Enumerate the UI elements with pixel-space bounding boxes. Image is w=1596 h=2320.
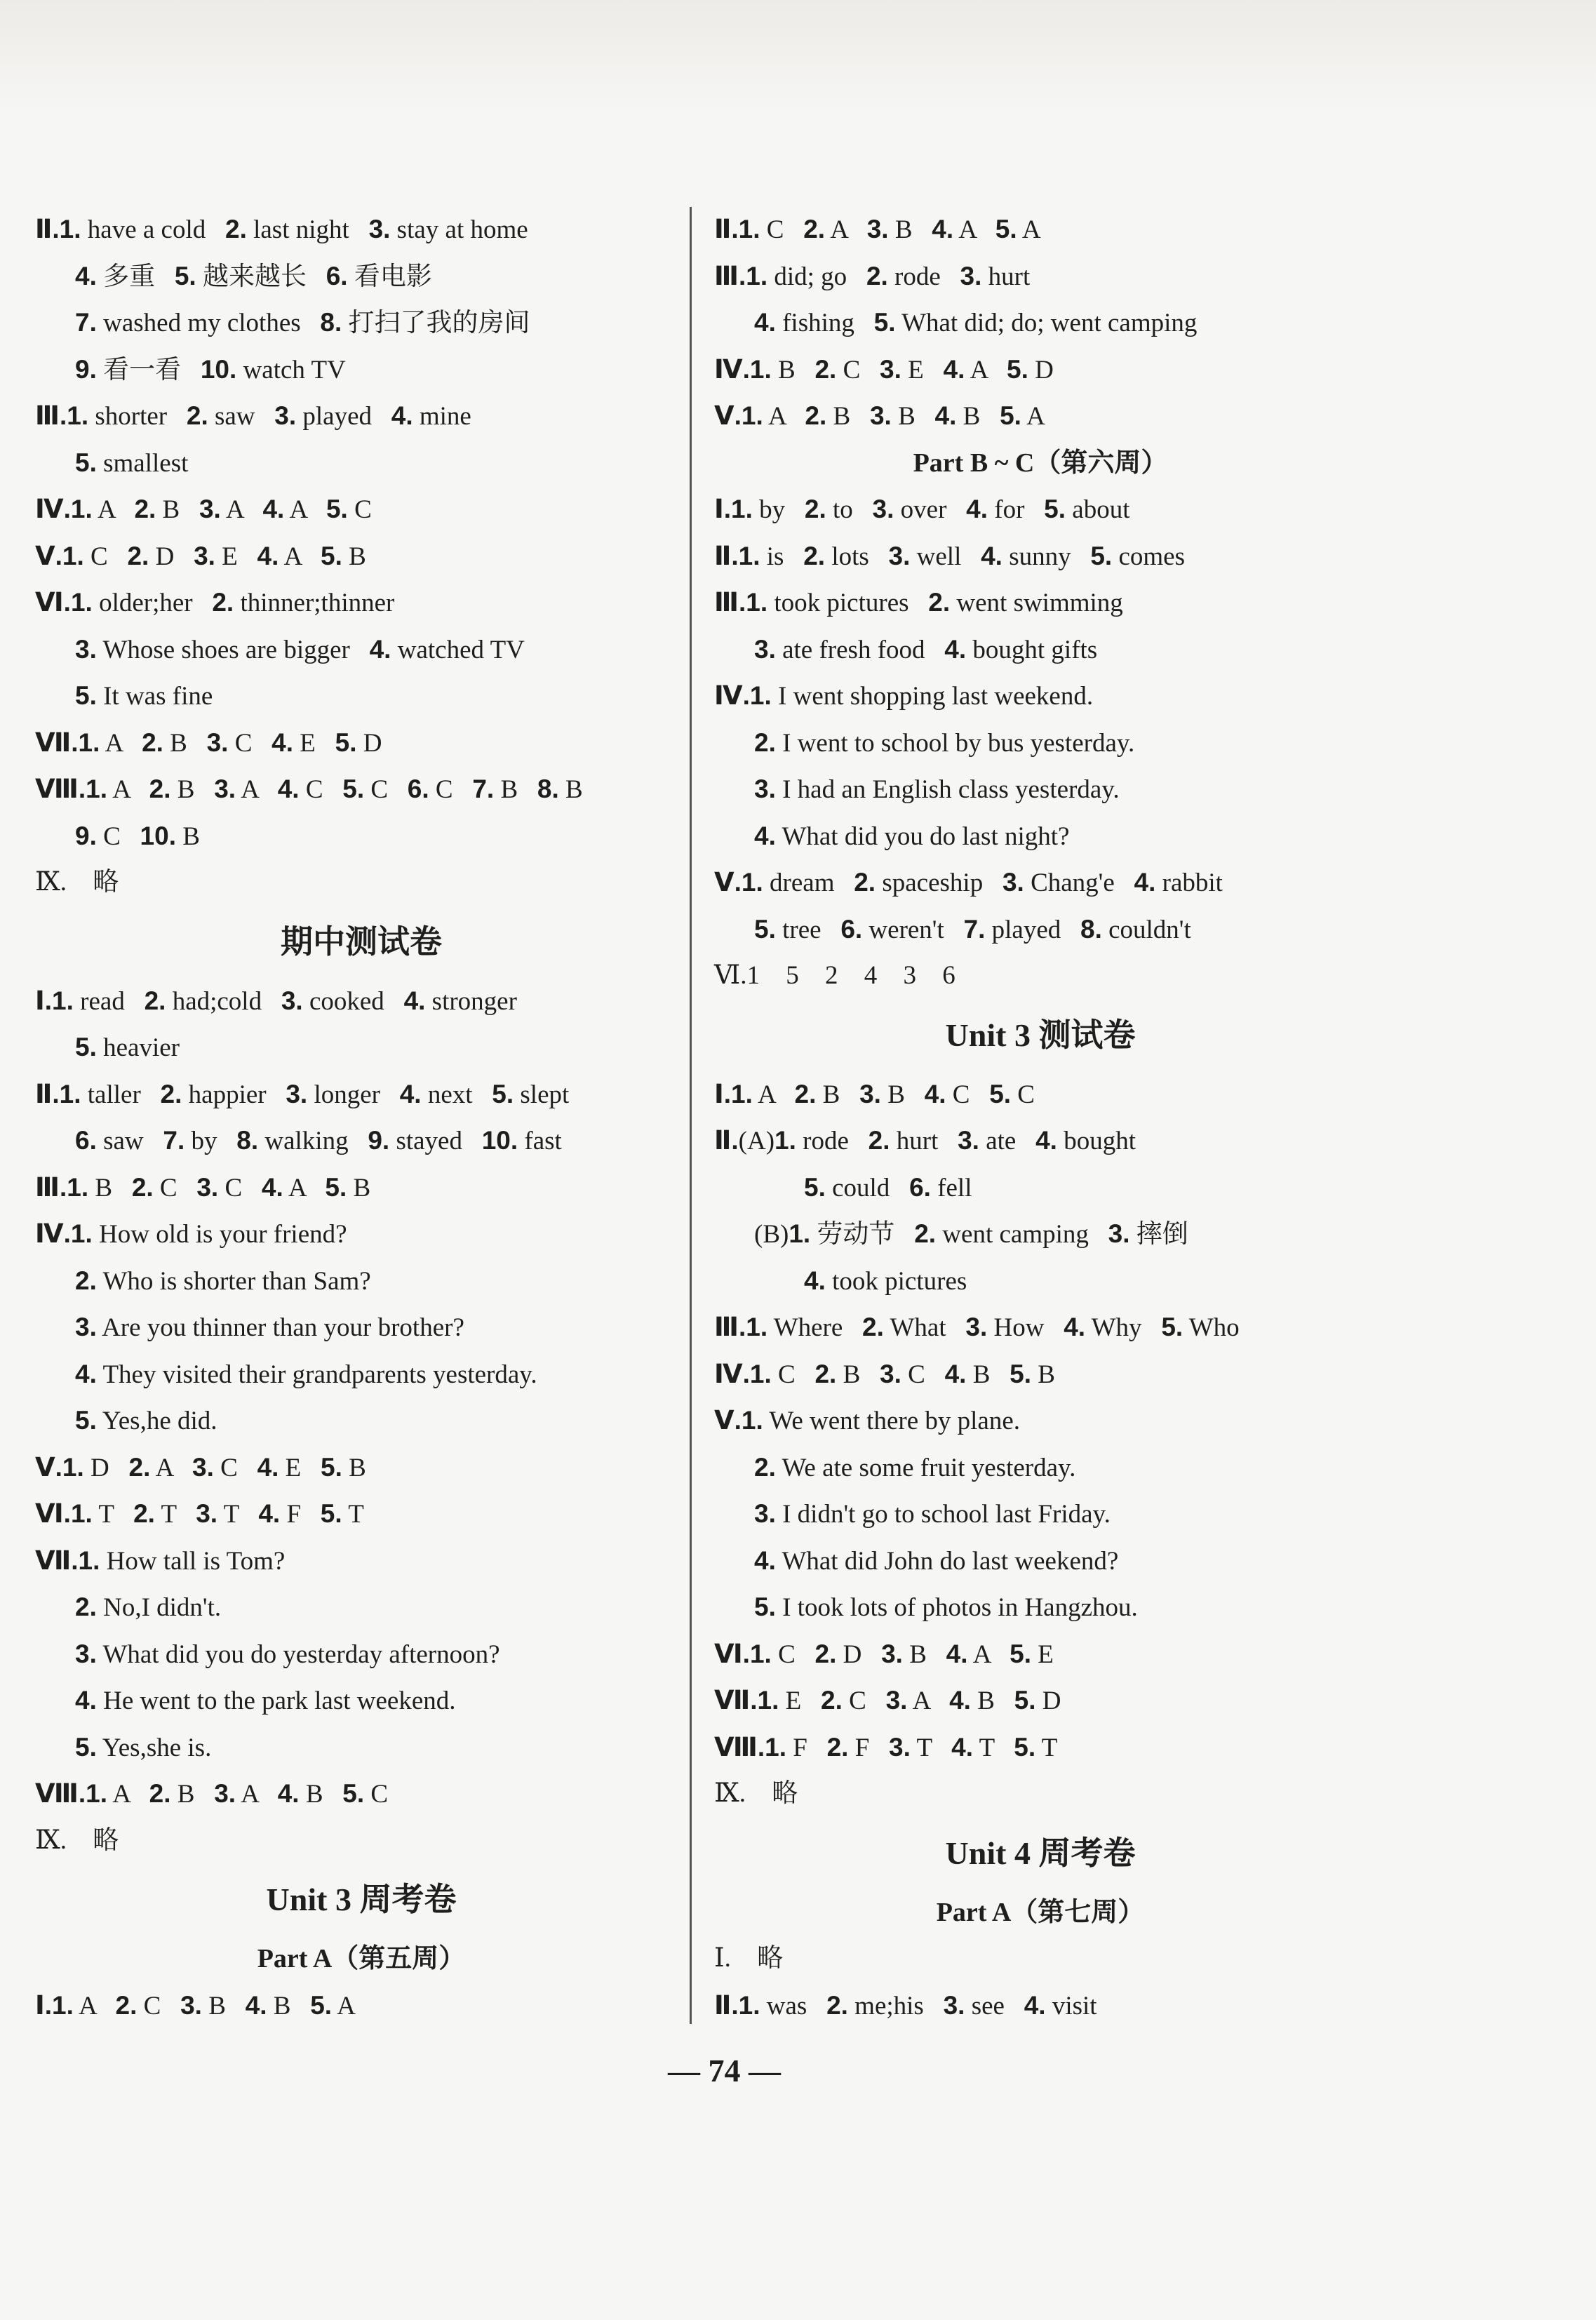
answer-line: 5. smallest xyxy=(75,448,189,478)
answer-line: Ⅰ.1. by 2. to 3. over 4. for 5. about xyxy=(714,495,1130,524)
answer-line: 9. 看一看 10. watch TV xyxy=(75,354,346,384)
answer-line: Ⅸ. 略 xyxy=(35,868,119,897)
answer-line: 5. tree 6. weren't 7. played 8. couldn't xyxy=(754,914,1191,944)
answer-line: Ⅲ.1. did; go 2. rode 3. hurt xyxy=(714,261,1031,291)
answer-line: 2. We ate some fruit yesterday. xyxy=(754,1452,1076,1482)
answer-line: 3. ate fresh food 4. bought gifts xyxy=(754,634,1098,664)
answer-line: Ⅱ.1. was 2. me;his 3. see 4. visit xyxy=(714,1990,1097,2020)
section-subheading: Part B ~ C（第六周） xyxy=(913,448,1168,478)
answer-line: Ⅴ.1. C 2. D 3. E 4. A 5. B xyxy=(35,541,366,571)
answer-line: Ⅰ.1. A 2. B 3. B 4. C 5. C xyxy=(714,1079,1035,1109)
answer-line: 5. could 6. fell xyxy=(804,1172,972,1202)
answer-line: 4. 多重 5. 越来越长 6. 看电影 xyxy=(75,261,432,291)
answer-line: Ⅶ.1. How tall is Tom? xyxy=(35,1545,286,1576)
answer-line: Ⅱ.1. C 2. A 3. B 4. A 5. A xyxy=(714,215,1041,244)
answer-line: Ⅰ. 略 xyxy=(714,1944,784,1973)
answer-line: Ⅶ.1. A 2. B 3. C 4. E 5. D xyxy=(35,727,382,758)
answer-line: 6. saw 7. by 8. walking 9. stayed 10. fast xyxy=(75,1126,562,1155)
left-column xyxy=(35,206,688,2029)
answer-line: 5. Yes,he did. xyxy=(75,1406,217,1435)
answer-line: Ⅲ.1. took pictures 2. went swimming xyxy=(714,588,1123,617)
answer-line: Ⅲ.1. Where 2. What 3. How 4. Why 5. Who xyxy=(714,1313,1240,1342)
answer-line: Ⅵ.1. T 2. T 3. T 4. F 5. T xyxy=(35,1499,364,1529)
section-subheading: Part A（第五周） xyxy=(257,1944,466,1973)
answer-line: Ⅳ.1. A 2. B 3. A 4. A 5. C xyxy=(35,495,372,524)
answer-line: 5. heavier xyxy=(75,1033,180,1062)
answer-line: 5. It was fine xyxy=(75,681,213,711)
answer-line: Ⅵ.1. C 2. D 3. B 4. A 5. E xyxy=(714,1639,1054,1669)
answer-line: 4. took pictures xyxy=(804,1266,967,1296)
answer-line: 5. I took lots of photos in Hangzhou. xyxy=(754,1593,1138,1622)
answer-line: 4. What did you do last night? xyxy=(754,821,1070,851)
answer-line: 5. Yes,she is. xyxy=(75,1732,212,1762)
column-divider xyxy=(690,207,692,2024)
answer-line: 4. They visited their grandparents yesterday. xyxy=(75,1359,537,1389)
answer-line: Ⅴ.1. A 2. B 3. B 4. B 5. A xyxy=(714,401,1045,431)
answer-line: 2. Who is shorter than Sam? xyxy=(75,1266,371,1296)
answer-line: Ⅵ.1. older;her 2. thinner;thinner xyxy=(35,588,395,617)
answer-line: Ⅵ.1 5 2 4 3 6 xyxy=(714,961,955,990)
section-subheading: Part A（第七周） xyxy=(936,1897,1145,1927)
page-number: — 74 — xyxy=(668,2053,781,2088)
section-heading: Unit 3 周考卷 xyxy=(266,1882,457,1917)
right-column xyxy=(714,206,1367,2029)
answer-line: Ⅴ.1. D 2. A 3. C 4. E 5. B xyxy=(35,1452,366,1482)
answer-line: Ⅰ.1. read 2. had;cold 3. cooked 4. stronger xyxy=(35,986,517,1016)
answer-line: Ⅱ.(A)1. rode 2. hurt 3. ate 4. bought xyxy=(714,1126,1136,1155)
answer-line: Ⅳ.1. C 2. B 3. C 4. B 5. B xyxy=(714,1359,1055,1389)
answer-line: 4. He went to the park last weekend. xyxy=(75,1686,456,1715)
answer-line: Ⅴ.1. We went there by plane. xyxy=(714,1406,1020,1435)
scan-margin xyxy=(0,0,1596,112)
answer-line: 3. What did you do yesterday afternoon? xyxy=(75,1639,500,1669)
answer-line: Ⅳ.1. I went shopping last weekend. xyxy=(714,681,1094,711)
section-heading: Unit 4 周考卷 xyxy=(945,1835,1136,1871)
answer-line: 3. I had an English class yesterday. xyxy=(754,775,1120,804)
answer-line: Ⅸ. 略 xyxy=(35,1825,119,1855)
answer-line: 4. What did John do last weekend? xyxy=(754,1545,1119,1576)
section-heading: 期中测试卷 xyxy=(281,923,442,960)
answer-line: 3. Whose shoes are bigger 4. watched TV xyxy=(75,634,525,664)
answer-line: Ⅷ.1. A 2. B 3. A 4. B 5. C xyxy=(35,1779,389,1809)
answer-line: Ⅱ.1. taller 2. happier 3. longer 4. next 5. slept xyxy=(35,1079,570,1109)
answer-line: Ⅰ.1. A 2. C 3. B 4. B 5. A xyxy=(35,1990,356,2020)
answer-line: (B)1. 劳动节 2. went camping 3. 摔倒 xyxy=(754,1219,1188,1249)
answer-line: Ⅲ.1. shorter 2. saw 3. played 4. mine xyxy=(35,401,471,431)
answer-line: 3. I didn't go to school last Friday. xyxy=(754,1499,1111,1529)
answer-line: Ⅷ.1. F 2. F 3. T 4. T 5. T xyxy=(714,1732,1058,1762)
answer-line: Ⅴ.1. dream 2. spaceship 3. Chang'e 4. rabbit xyxy=(714,868,1223,897)
answer-line: Ⅳ.1. How old is your friend? xyxy=(35,1219,347,1249)
answer-line: 7. washed my clothes 8. 打扫了我的房间 xyxy=(75,308,530,337)
answer-line: Ⅸ. 略 xyxy=(714,1779,798,1808)
answer-line: 4. fishing 5. What did; do; went camping xyxy=(754,308,1198,337)
answer-line: 2. I went to school by bus yesterday. xyxy=(754,727,1135,758)
answer-line: Ⅶ.1. E 2. C 3. A 4. B 5. D xyxy=(714,1686,1061,1715)
answer-line: Ⅱ.1. have a cold 2. last night 3. stay at home xyxy=(35,215,528,244)
answer-line: 3. Are you thinner than your brother? xyxy=(75,1313,464,1342)
answer-line: Ⅷ.1. A 2. B 3. A 4. C 5. C 6. C 7. B 8. B xyxy=(35,775,583,804)
answer-line: Ⅱ.1. is 2. lots 3. well 4. sunny 5. comes xyxy=(714,541,1185,571)
answer-line: Ⅲ.1. B 2. C 3. C 4. A 5. B xyxy=(35,1172,371,1202)
answer-line: 9. C 10. B xyxy=(75,821,200,851)
section-heading: Unit 3 测试卷 xyxy=(945,1017,1136,1053)
answer-line: Ⅳ.1. B 2. C 3. E 4. A 5. D xyxy=(714,354,1054,384)
answer-line: 2. No,I didn't. xyxy=(75,1593,222,1622)
